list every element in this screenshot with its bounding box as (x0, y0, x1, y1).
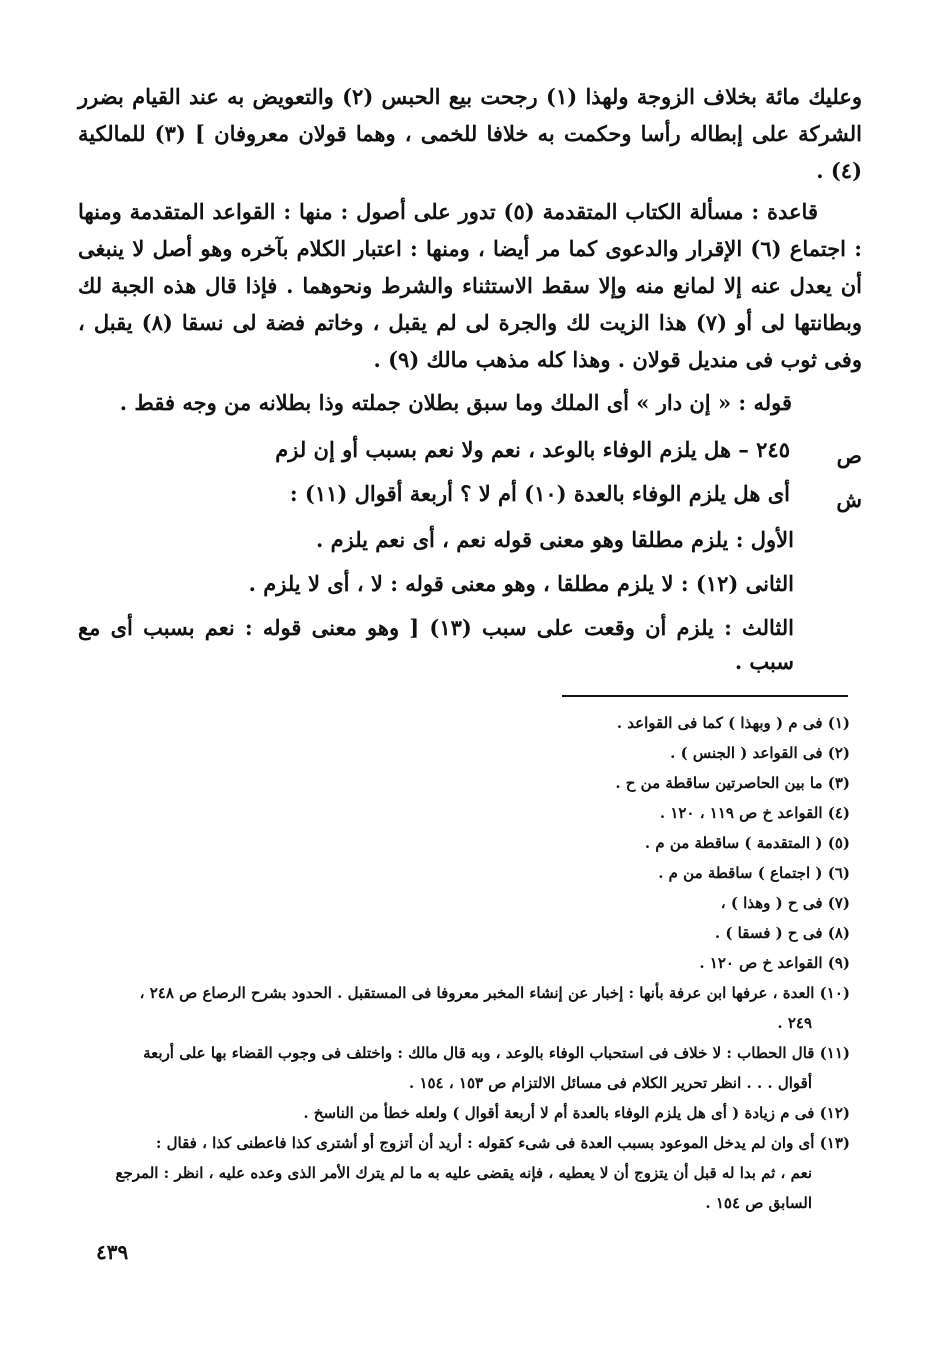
footnote-13-line-2: نعم ، ثم بدا له قبل أن يتزوج أن لا يعطيه ، فإنه يقضى عليه به ما لم يترك الأمر الذى وعده عليه ، انظر : المرجع (115, 1164, 812, 1182)
explanation-line (78, 475, 862, 513)
footnote-9: (٩) القواعد خ ص ١٢٠ . (699, 954, 850, 972)
shin-marker: ش (836, 487, 862, 512)
footnote-10 (78, 978, 850, 1038)
footnote-11-line-2: أقوال . . . انظر تحرير الكلام فى مسائل الالتزام ص ١٥٣ ، ١٥٤ . (408, 1074, 812, 1092)
footnote-1: (١) فى م ( وبهذا ) كما فى القواعد . (616, 714, 850, 732)
commentary-line: قوله : « إن دار » أى الملك وما سبق بطلان جملته وذا بطلانه من وجه فقط . (119, 390, 792, 415)
footnotes (78, 708, 850, 1218)
opinion-1: الأول : يلزم مطلقا وهو معنى قوله نعم ، أى نعم يلزم . (315, 527, 794, 552)
footnote-divider (562, 695, 848, 697)
footnote-8: (٨) فى ح ( فسقا ) . (714, 924, 850, 942)
footnote-13 (78, 1128, 850, 1218)
footnote-7: (٧) فى ح ( وهذا ) ، (720, 894, 850, 912)
paragraph-1: وعليك مائة بخلاف الزوجة ولهذا (١) رجحت بيع الحبس (٢) والتعويض به عند القيام بضرر الشركة على إبطاله رأسا وحكمت به خلافا للخمى ، وهما قولان معروفان ] (٣) للمالكية (٤) . (78, 84, 863, 183)
verse-line (78, 431, 862, 469)
footnote-13-line-3: السابق ص ١٥٤ . (705, 1194, 812, 1212)
verse-text: ٢٤٥ – هل يلزم الوفاء بالوعد ، نعم ولا نعم بسبب أو إن لزم (275, 437, 790, 462)
main-text (78, 78, 862, 679)
opinion-3: الثالث : يلزم أن وقعت على سبب (١٣) [ وهو معنى قوله : نعم بسبب أى مع سبب . (78, 615, 795, 674)
page-number: ٤٣٩ (96, 1240, 129, 1264)
footnote-12: (١٢) فى م زيادة ( أى هل يلزم الوفاء بالعدة أم لا أربعة أقوال ) ولعله خطأ من الناسخ . (303, 1104, 850, 1122)
footnote-10-line-2: ٢٤٩ . (777, 1014, 812, 1032)
opinion-2: الثانى (١٢) : لا يلزم مطلقا ، وهو معنى قوله : لا ، أى لا يلزم . (248, 571, 794, 596)
footnote-13-line-1: (١٣) أى وان لم يدخل الموعود بسبب العدة فى شىء كقوله : أريد أن أتزوج أو أشترى كذا فاعطنى كذا ، فقال : (155, 1134, 850, 1152)
footnote-11-line-1: (١١) قال الحطاب : لا خلاف فى استحباب الوفاء بالوعد ، وبه قال مالك : واختلف فى وجوب القضاء بها على أربعة (143, 1044, 850, 1062)
footnote-10-line-1: (١٠) العدة ، عرفها ابن عرفة بأنها : إخبار عن إنشاء المخبر معروفا فى المستقبل . الحدود بشرح الرصاع ص ٢٤٨ ، (139, 984, 850, 1002)
footnote-2: (٢) فى القواعد ( الجنس ) . (670, 744, 850, 762)
paragraph-rule: قاعدة : مسألة الكتاب المتقدمة (٥) تدور على أصول : منها : القواعد المتقدمة ومنها : اجتماع (٦) الإقرار والدعوى كما مر أيضا ، ومنها : اعتبار الكلام بآخره وهو أصل لا ينبغى أن يعدل عنه إلا لمانع منه وإلا سقط الاستثناء والشرط ونحوهما . فإذا قال هذه الجبة لك وبطانتها لى أو (٧) هذا الزيت لك والجرة لى لم يقبل ، وخاتم فضة لى نسقا (٨) يقبل ، وفى ثوب فى منديل قولان . وهذا كله مذهب مالك (٩) . (78, 199, 862, 372)
explanation-text: أى هل يلزم الوفاء بالعدة (١٠) أم لا ؟ أربعة أقوال (١١) : (289, 481, 790, 506)
footnote-11 (78, 1038, 850, 1098)
footnote-5: (٥) ( المتقدمة ) ساقطة من م . (644, 834, 850, 852)
sad-marker: ص (836, 443, 862, 468)
footnote-3: (٣) ما بين الحاصرتين ساقطة من ح . (615, 774, 850, 792)
footnote-4: (٤) القواعد خ ص ١١٩ ، ١٢٠ . (659, 804, 850, 822)
footnote-6: (٦) ( اجتماع ) ساقطة من م . (658, 864, 850, 882)
